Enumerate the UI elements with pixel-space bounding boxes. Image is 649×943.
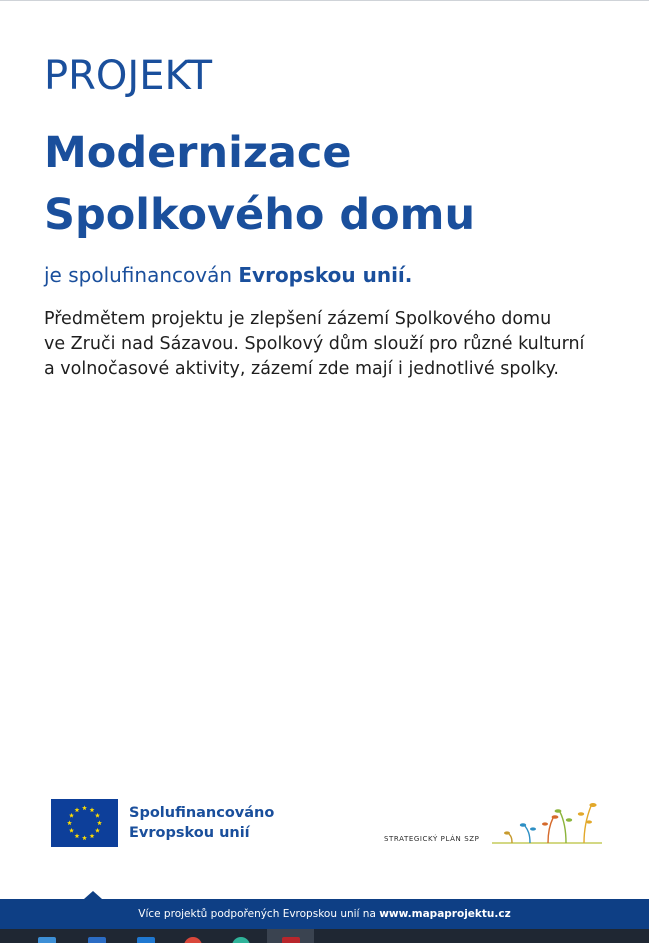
eu-flag-icon — [51, 799, 118, 847]
eu-star — [67, 820, 72, 825]
description-line: Předmětem projektu je zlepšení zázemí Spolkového domu — [44, 309, 552, 329]
eu-star — [75, 807, 80, 812]
taskbar — [0, 929, 649, 943]
eu-star — [90, 833, 95, 838]
eu-star — [69, 828, 74, 833]
cofinanced-statement — [44, 261, 412, 289]
eu-logo-text — [129, 803, 274, 843]
eu-star — [95, 828, 100, 833]
file-explorer-icon[interactable] — [38, 937, 56, 943]
eu-star — [97, 820, 102, 825]
footer-bar — [0, 899, 649, 929]
project-title: Modernizace Spolkového domu — [44, 128, 476, 240]
pdf-viewer-icon[interactable] — [282, 937, 300, 943]
eu-cofinanced-logo — [51, 799, 274, 847]
footer-link[interactable]: www.mapaprojektu.cz — [379, 908, 511, 920]
footer-text — [0, 899, 649, 929]
eu-star — [82, 805, 87, 810]
cofinanced-strong: Evropskou unií. — [238, 263, 413, 287]
description-line: ve Zruči nad Sázavou. Spolkový dům slouží pro různé kulturní — [44, 334, 585, 354]
word-icon[interactable] — [88, 937, 106, 943]
edge-icon[interactable] — [232, 937, 250, 943]
eu-star — [82, 835, 87, 840]
description-line: a volnočasové aktivity, zázemí zde mají i jednotlivé spolky. — [44, 359, 559, 379]
eu-star — [75, 833, 80, 838]
szp-plants-icon — [490, 800, 604, 848]
top-border — [0, 0, 649, 1]
szp-label: STRATEGICKÝ PLÁN SZP — [384, 835, 480, 843]
poster-label: PROJEKT — [44, 53, 213, 99]
eu-logo-line: Evropskou unií — [129, 825, 250, 841]
footer-prefix: Více projektů podpořených Evropskou unií na — [138, 908, 376, 920]
chrome-icon[interactable] — [184, 937, 202, 943]
szp-logo — [384, 800, 604, 850]
eu-star — [90, 807, 95, 812]
eu-star — [95, 813, 100, 818]
cofinanced-prefix: je spolufinancován — [44, 263, 233, 287]
eu-logo-line: Spolufinancováno — [129, 805, 275, 821]
eu-star — [69, 813, 74, 818]
project-description — [44, 307, 614, 382]
footer-notch — [84, 891, 102, 899]
outlook-icon[interactable] — [137, 937, 155, 943]
